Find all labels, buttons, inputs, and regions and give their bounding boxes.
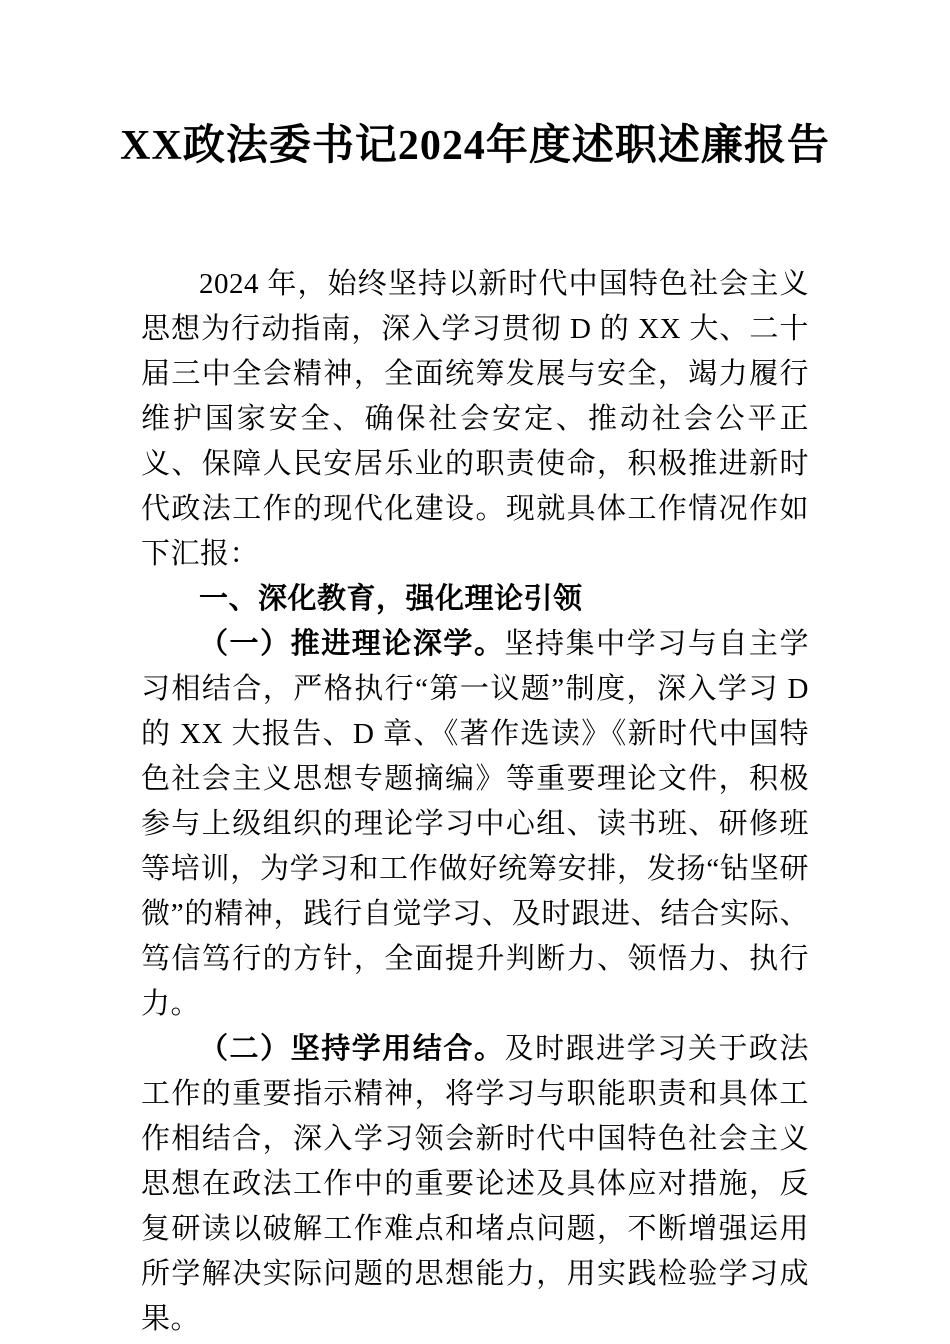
subsection-paragraph-2 — [141, 1027, 809, 1342]
subsection-2-lead: （二）坚持学用结合。 — [199, 1033, 505, 1065]
subsection-1-lead: （一）推进理论深学。 — [199, 628, 505, 660]
subsection-2-text: 及时跟进学习关于政法工作的重要指示精神，将学习与职能职责和具体工作相结合，深入学习领会新时代中国特色社会主义思想在政法工作中的重要论述及具体应对措施，反复研读以破解工作难点和堵点问题，不断增强运用所学解决实际问题的思想能力，用实践检验学习成果。 — [141, 1033, 809, 1335]
document-body — [141, 262, 809, 1342]
document-title: XX政法委书记2024年度述职述廉报告 — [120, 123, 830, 169]
subsection-1-text: 坚持集中学习与自主学习相结合，严格执行“第一议题”制度，深入学习 D 的 XX 大报告、D 章、《著作选读》《新时代中国特色社会主义思想专题摘编》等重要理论文件，积极参与上级组织的理论学习中心组、读书班、研修班等培训，为学习和工作做好统筹安排，发扬“钻坚研微”的精神，践行自觉学习、及时跟进、结合实际、笃信笃行的方针，全面提升判断力、领悟力、执行力。 — [141, 628, 809, 1020]
subsection-paragraph-1 — [141, 622, 809, 1027]
intro-paragraph: 2024 年，始终坚持以新时代中国特色社会主义思想为行动指南，深入学习贯彻 D 的 XX 大、二十届三中全会精神，全面统筹发展与安全，竭力履行维护国家安全、确保社会安定、推动社会公平正义、保障人民安居乐业的职责使命，积极推进新时代政法工作的现代化建设。现就具体工作情况作如下汇报： — [141, 268, 809, 570]
section-heading-1: 一、深化教育，强化理论引领 — [199, 583, 583, 615]
